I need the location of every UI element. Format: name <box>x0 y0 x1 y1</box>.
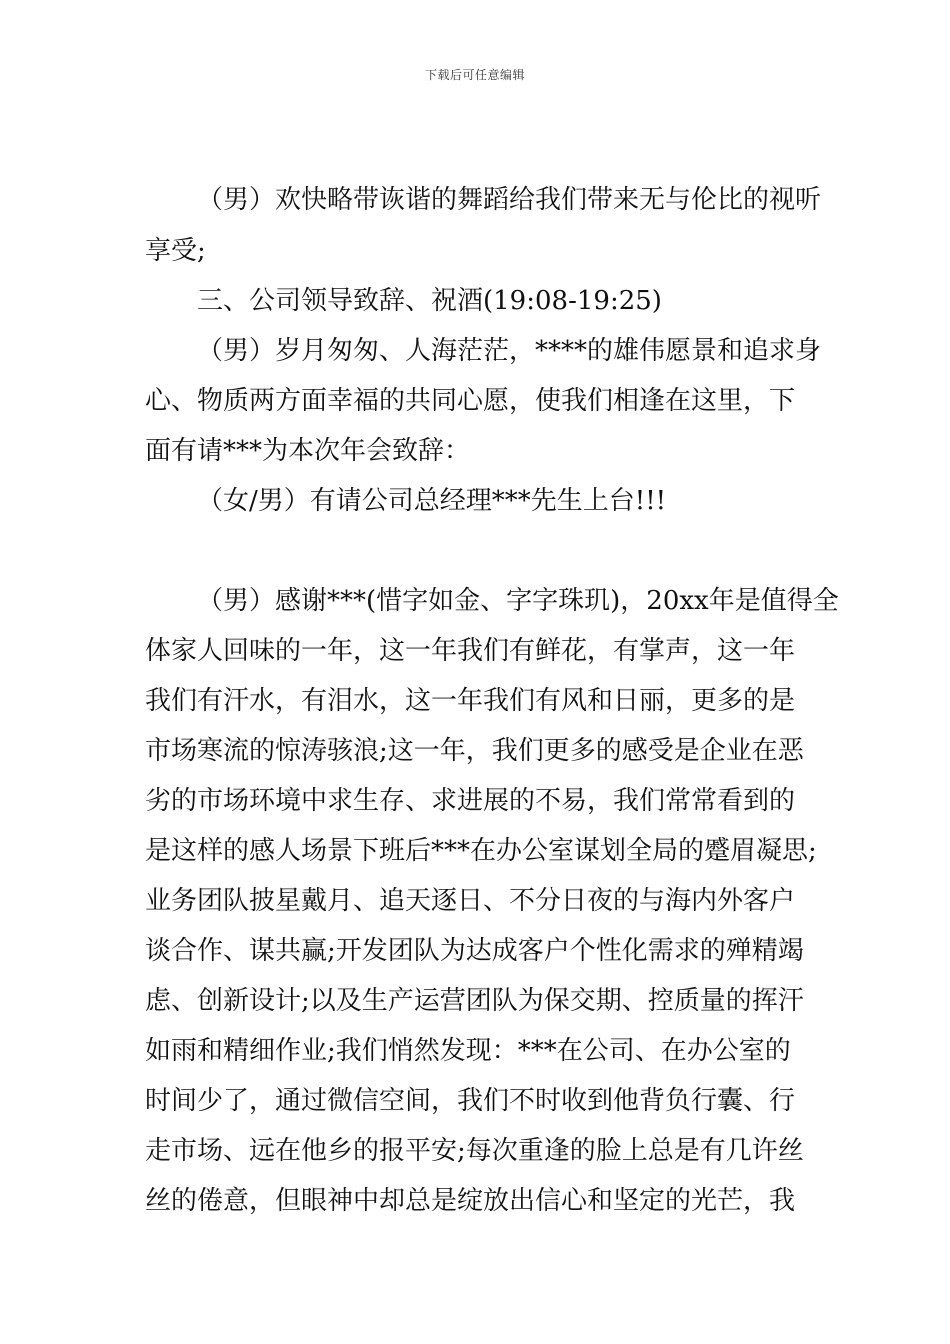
paragraph-line: 体家人回味的一年，这一年我们有鲜花，有掌声，这一年 <box>145 636 796 666</box>
paragraph-line: 劣的市场环境中求生存、求进展的不易，我们常常看到的 <box>145 786 796 816</box>
paragraph-line: （男）岁月匆匆、人海茫茫，****的雄伟愿景和追求身 <box>197 336 822 366</box>
paragraph-line: 谈合作、谋共赢;开发团队为达成客户个性化需求的殚精竭 <box>145 936 804 966</box>
paragraph-line: 丝的倦意，但眼神中却总是绽放出信心和坚定的光芒，我 <box>145 1186 796 1216</box>
paragraph-line: 虑、创新设计;以及生产运营团队为保交期、控质量的挥汗 <box>145 986 804 1016</box>
paragraph-line: 我们有汗水，有泪水，这一年我们有风和日丽，更多的是 <box>145 686 796 716</box>
paragraph-line: （女/男）有请公司总经理***先生上台!!! <box>197 486 667 516</box>
paragraph-line: 是这样的感人场景下班后***在办公室谋划全局的蹙眉凝思; <box>145 836 817 866</box>
paragraph-line: 业务团队披星戴月、追天逐日、不分日夜的与海内外客户 <box>145 886 796 916</box>
section-heading: 三、公司领导致辞、祝酒(19:08-19:25) <box>197 286 662 316</box>
paragraph-line: （男）欢快略带诙谐的舞蹈给我们带来无与伦比的视听 <box>197 185 822 215</box>
paragraph-line: 如雨和精细作业;我们悄然发现：***在公司、在办公室的 <box>145 1036 791 1066</box>
paragraph-line: 走市场、远在他乡的报平安;每次重逢的脸上总是有几许丝 <box>145 1136 804 1166</box>
page-header: 下载后可任意编辑 <box>424 68 525 82</box>
paragraph-line: 享受; <box>145 236 206 266</box>
paragraph-line: （男）感谢***(惜字如金、字字珠玑)，20xx年是值得全 <box>197 586 839 616</box>
paragraph-line: 时间少了，通过微信空间，我们不时收到他背负行囊、行 <box>145 1086 796 1116</box>
paragraph-line: 面有请***为本次年会致辞： <box>145 436 471 466</box>
paragraph-line: 市场寒流的惊涛骇浪;这一年，我们更多的感受是企业在恶 <box>145 736 804 766</box>
paragraph-line: 心、物质两方面幸福的共同心愿，使我们相逢在这里，下 <box>145 386 796 416</box>
